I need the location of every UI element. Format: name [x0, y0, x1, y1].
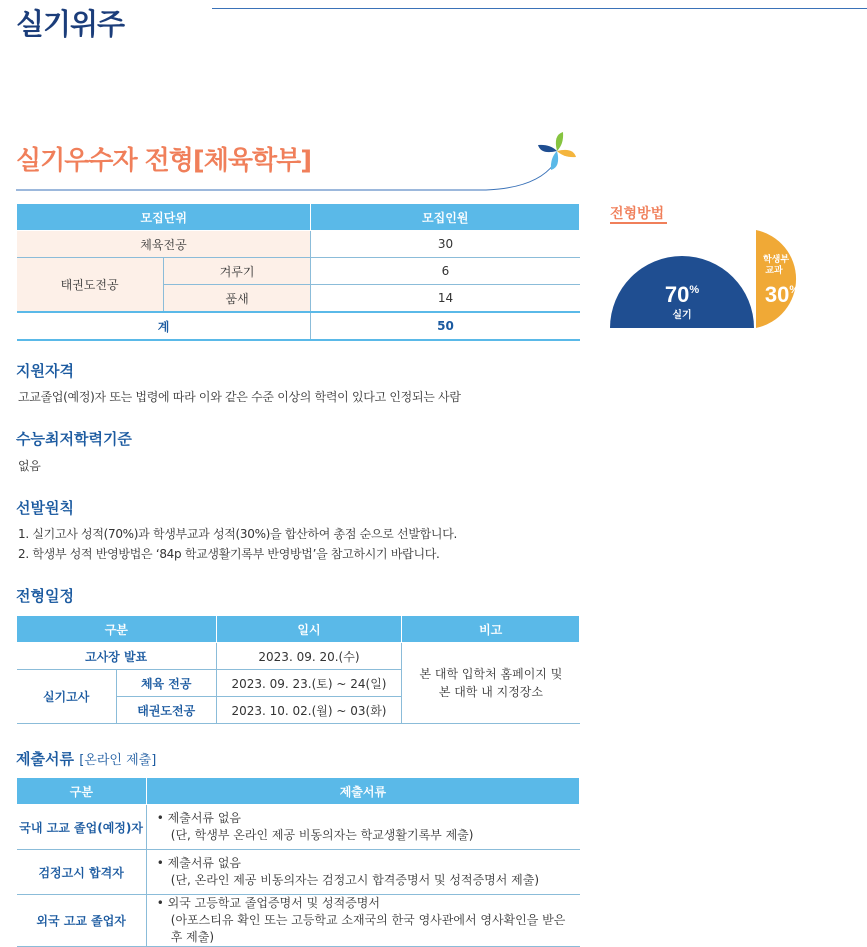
documents-category-cell: 국내 고교 졸업(예정)자: [17, 805, 147, 850]
method-title-underline: [610, 222, 667, 224]
quota-count-cell: 30: [311, 231, 580, 258]
quota-count-cell: 14: [311, 285, 580, 313]
principle-item: 2. 학생부 성적 반영방법은 ‘84p 학교생활기록부 반영방법’을 참고하시기 바랍니다.: [18, 547, 440, 561]
quota-count-cell: 6: [311, 258, 580, 285]
schedule-category-cell: 실기고사: [17, 670, 117, 724]
page-header-title: 실기위주: [16, 7, 125, 41]
schedule-table: [16, 615, 580, 724]
practical-label: 실기: [672, 310, 692, 321]
eligibility-title: 지원자격: [16, 362, 74, 380]
principles-title: 선발원칙: [16, 499, 74, 517]
schedule-header-note: 비고: [402, 616, 580, 643]
schedule-title: 전형일정: [16, 587, 74, 605]
documents-detail-cell: [146, 805, 579, 850]
quota-total-value: 50: [311, 312, 580, 340]
documents-category-cell: 검정고시 합격자: [17, 850, 147, 895]
min-standard-title: 수능최저학력기준: [16, 430, 132, 448]
documents-title: [16, 748, 156, 769]
documents-detail-line: (단, 온라인 제공 비동의자는 검정고시 합격증명서 및 성적증명서 제출): [170, 873, 540, 887]
documents-detail-line: (아포스티유 확인 또는 고등학교 소재국의 한국 영사관에서 영사확인을 받은 후 제출): [170, 913, 566, 944]
schedule-date-cell: 2023. 10. 02.(월) ~ 03(화): [216, 697, 402, 724]
schedule-note-line: 본 대학 입학처 홈페이지 및: [419, 667, 563, 681]
section-underline-curve: [16, 150, 556, 195]
min-standard-text: 없음: [18, 459, 41, 473]
schedule-category-cell: 고사장 발표: [17, 643, 217, 670]
practical-pct-sign: %: [689, 284, 700, 296]
documents-detail-line: (단, 학생부 온라인 제공 비동의자는 학교생활기록부 제출): [170, 828, 474, 842]
schedule-sub-cell: 체육 전공: [116, 670, 216, 697]
documents-detail-cell: [146, 850, 579, 895]
quota-total-label: 계: [17, 312, 311, 340]
schedule-header-category: 구분: [17, 616, 217, 643]
svg-text:30%: [765, 282, 799, 307]
header-rule: [212, 8, 867, 9]
quota-unit-cell: 태권도전공: [17, 258, 164, 313]
schedule-sub-cell: 태권도전공: [116, 697, 216, 724]
documents-detail-line: • 외국 고등학교 졸업증명서 및 성적증명서: [156, 896, 380, 910]
quota-header-unit: 모집단위: [17, 204, 311, 231]
principle-item: 1. 실기고사 성적(70%)과 학생부교과 성적(30%)을 합산하여 총점 순으로 선발합니다.: [18, 527, 458, 541]
documents-category-cell: 외국 고교 졸업자: [17, 895, 147, 947]
schedule-note-cell: [402, 643, 580, 724]
documents-detail-cell: [146, 895, 579, 947]
documents-header-category: 구분: [17, 778, 147, 805]
pinwheel-logo-icon: [536, 130, 578, 172]
record-segment: [756, 230, 796, 328]
documents-header-docs: 제출서류: [146, 778, 579, 805]
method-chart: [610, 230, 810, 330]
record-pct-sign: %: [789, 284, 800, 296]
documents-title-text: 제출서류: [16, 750, 74, 768]
schedule-header-date: 일시: [216, 616, 402, 643]
documents-table: [16, 777, 580, 947]
quota-header-count: 모집인원: [311, 204, 580, 231]
schedule-date-cell: 2023. 09. 23.(토) ~ 24(일): [216, 670, 402, 697]
documents-detail-line: • 제출서류 없음: [156, 811, 242, 825]
section-title: 실기우수자 전형[체육학부]: [16, 146, 312, 176]
quota-sub-cell: 품새: [163, 285, 311, 313]
practical-pct: 70: [664, 282, 690, 307]
documents-detail-line: • 제출서류 없음: [156, 856, 242, 870]
documents-subtitle: [온라인 제출]: [79, 753, 157, 768]
quota-unit-cell: 체육전공: [17, 231, 311, 258]
schedule-date-cell: 2023. 09. 20.(수): [216, 643, 402, 670]
record-label-1: 학생부: [762, 255, 790, 265]
record-label-2: 교과: [765, 266, 783, 276]
quota-sub-cell: 겨루기: [163, 258, 311, 285]
quota-table: [16, 203, 580, 341]
schedule-note-line: 본 대학 내 지정장소: [438, 685, 543, 699]
method-title: 전형방법: [610, 206, 665, 222]
record-pct: 30: [764, 282, 790, 307]
eligibility-text: 고교졸업(예정)자 또는 법령에 따라 이와 같은 수준 이상의 학력이 있다고 인정되는 사람: [18, 390, 461, 404]
